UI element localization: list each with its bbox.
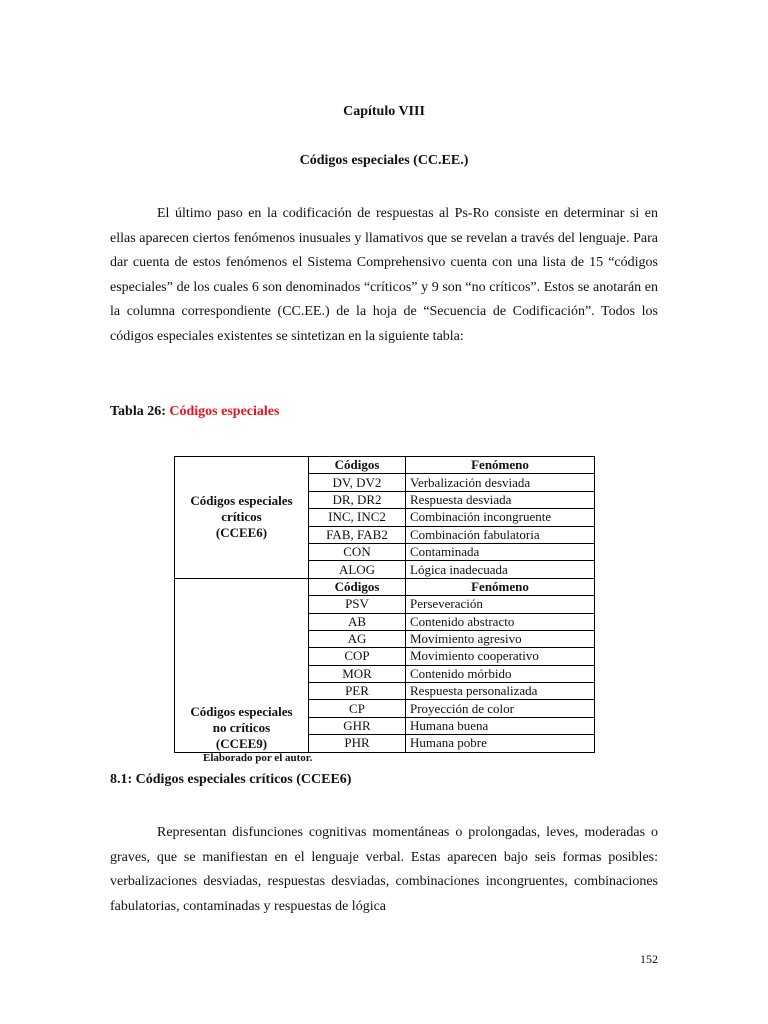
page-number: 152 — [640, 952, 658, 966]
phenomenon-column-header: Fenómeno — [406, 457, 595, 474]
subsection-title: 8.1: Códigos especiales críticos (CCEE6) — [110, 772, 352, 787]
phenomenon-column-header: Fenómeno — [406, 578, 595, 595]
phenomenon-cell: Combinación fabulatoria — [406, 526, 595, 543]
code-cell: MOR — [309, 665, 406, 682]
non-critical-group-line1: Códigos especiales — [190, 703, 293, 719]
phenomenon-cell: Contenido abstracto — [406, 613, 595, 630]
section-title: Códigos especiales (CC.EE.) — [299, 153, 469, 168]
table-source-note: Elaborado por el autor. — [203, 752, 313, 764]
body-paragraph: Representan disfunciones cognitivas momentáneas o prolongadas, leves, moderadas o graves, que se manifiestan en el lenguaje verbal. Estas aparecen bajo seis formas posibles: verbalizaciones desviadas, respuestas desviadas, combinaciones incongruentes, combinaciones fabulatorias, contaminadas y respuestas de lógica — [110, 825, 658, 914]
table-caption-title: Códigos especiales — [169, 404, 280, 419]
table-caption — [110, 404, 279, 420]
phenomenon-cell: Respuesta personalizada — [406, 683, 595, 700]
chapter-title: Capítulo VIII — [343, 104, 425, 119]
table-header-row — [175, 457, 595, 474]
codes-column-header: Códigos — [309, 457, 406, 474]
critical-group-line1: Códigos especiales — [190, 493, 293, 509]
code-cell: DV, DV2 — [309, 474, 406, 491]
phenomenon-cell: Movimiento cooperativo — [406, 648, 595, 665]
non-critical-group-cell — [175, 578, 309, 752]
codes-column-header: Códigos — [309, 578, 406, 595]
phenomenon-cell: Contenido mórbido — [406, 665, 595, 682]
code-cell: CP — [309, 700, 406, 717]
non-critical-group-line3: (CCEE9) — [215, 735, 268, 751]
phenomenon-cell: Respuesta desviada — [406, 491, 595, 508]
code-cell: AB — [309, 613, 406, 630]
phenomenon-cell: Lógica inadecuada — [406, 561, 595, 578]
code-cell: AG — [309, 630, 406, 647]
table-header-row — [175, 578, 595, 595]
critical-group-line2: críticos — [221, 509, 262, 525]
code-cell: INC, INC2 — [309, 509, 406, 526]
code-cell: PHR — [309, 735, 406, 752]
code-cell: PSV — [309, 596, 406, 613]
phenomenon-cell: Contaminada — [406, 543, 595, 560]
phenomenon-cell: Perseveración — [406, 596, 595, 613]
code-cell: GHR — [309, 717, 406, 734]
critical-group-cell — [175, 457, 309, 579]
phenomenon-cell: Combinación incongruente — [406, 509, 595, 526]
phenomenon-cell: Proyección de color — [406, 700, 595, 717]
code-cell: CON — [309, 543, 406, 560]
code-cell: COP — [309, 648, 406, 665]
code-cell: PER — [309, 683, 406, 700]
phenomenon-cell: Verbalización desviada — [406, 474, 595, 491]
critical-group-line3: (CCEE6) — [215, 525, 268, 541]
phenomenon-cell: Humana pobre — [406, 735, 595, 752]
special-codes-table — [174, 456, 595, 753]
non-critical-group-line2: no críticos — [212, 719, 271, 735]
phenomenon-cell: Movimiento agresivo — [406, 630, 595, 647]
intro-paragraph: El último paso en la codificación de respuestas al Ps-Ro consiste en determinar si en ellas aparecen ciertos fenómenos inusuales y llamativos que se revelan a través del lenguaje. Para dar cuenta de estos fenómenos el Sistema Comprehensivo cuenta con una lista de 15 “códigos especiales” de los cuales 6 son denominados “críticos” y 9 son “no críticos”. Estos se anotarán en la columna correspondiente (CC.EE.) de la hoja de “Secuencia de Codificación”. Todos los códigos especiales existentes se sintetizan en la siguiente tabla: — [110, 206, 658, 344]
table-caption-label: Tabla 26: — [110, 404, 166, 419]
phenomenon-cell: Humana buena — [406, 717, 595, 734]
code-cell: FAB, FAB2 — [309, 526, 406, 543]
code-cell: ALOG — [309, 561, 406, 578]
code-cell: DR, DR2 — [309, 491, 406, 508]
